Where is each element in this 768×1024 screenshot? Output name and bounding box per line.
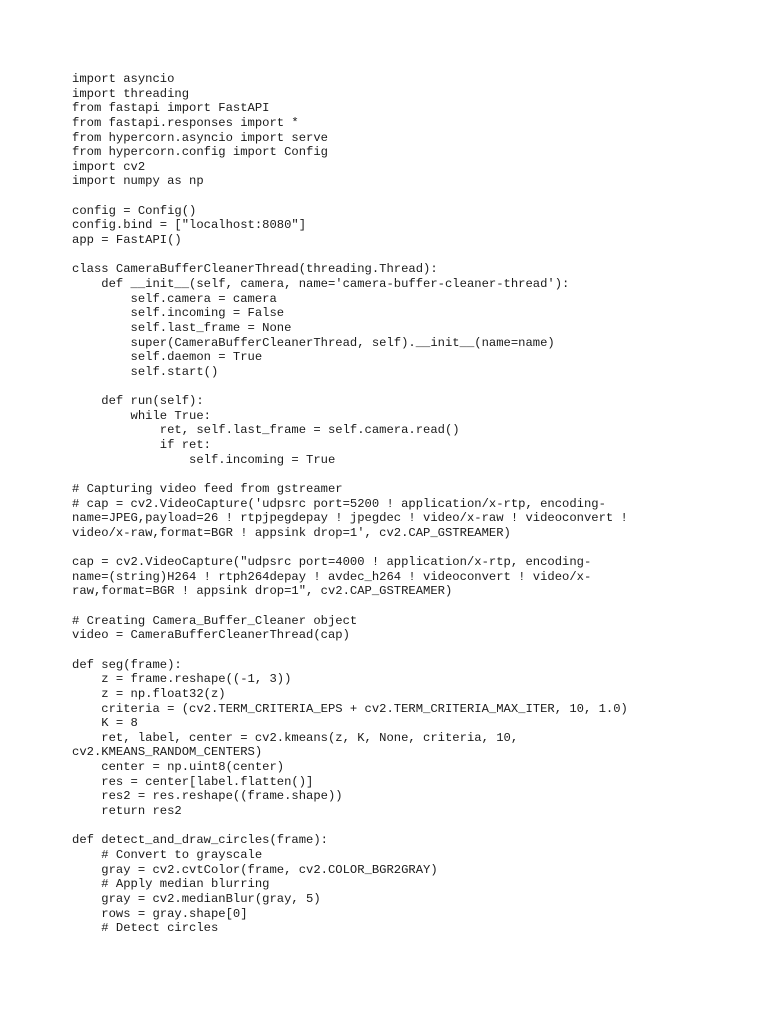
code-line: class CameraBufferCleanerThread(threading.Thread): — [72, 262, 438, 277]
code-line — [72, 248, 712, 263]
code-line: def detect_and_draw_circles(frame): — [72, 833, 328, 848]
code-line: cv2.KMEANS_RANDOM_CENTERS) — [72, 745, 263, 760]
code-line: from hypercorn.asyncio import serve — [72, 130, 328, 145]
code-line: import numpy as np — [72, 174, 204, 189]
code-line: raw,format=BGR ! appsink drop=1", cv2.CAP_GSTREAMER) — [72, 584, 453, 599]
code-line: from fastapi import FastAPI — [72, 101, 270, 116]
code-line: name=JPEG,payload=26 ! rtpjpegdepay ! jpegdec ! video/x-raw ! videoconvert ! — [72, 511, 628, 526]
code-line: res = center[label.flatten()] — [72, 774, 314, 789]
code-line: video/x-raw,format=BGR ! appsink drop=1', cv2.CAP_GSTREAMER) — [72, 525, 511, 540]
code-block — [72, 72, 712, 936]
code-line: self.daemon = True — [72, 350, 263, 365]
code-line: self.incoming = True — [72, 452, 336, 467]
code-line: super(CameraBufferCleanerThread, self).__init__(name=name) — [72, 335, 555, 350]
code-line: rows = gray.shape[0] — [72, 906, 248, 921]
code-line — [72, 189, 712, 204]
code-line: z = np.float32(z) — [72, 686, 226, 701]
code-line: video = CameraBufferCleanerThread(cap) — [72, 628, 350, 643]
code-line: z = frame.reshape((-1, 3)) — [72, 672, 292, 687]
code-line — [72, 541, 712, 556]
code-line: # Creating Camera_Buffer_Cleaner object — [72, 613, 358, 628]
code-line: if ret: — [72, 438, 211, 453]
code-line: ret, label, center = cv2.kmeans(z, K, None, criteria, 10, — [72, 730, 519, 745]
code-line: app = FastAPI() — [72, 233, 182, 248]
code-line: def run(self): — [72, 394, 204, 409]
code-line: # Apply median blurring — [72, 877, 270, 892]
code-line: cap = cv2.VideoCapture("udpsrc port=4000 ! application/x-rtp, encoding- — [72, 555, 592, 570]
code-line — [72, 599, 712, 614]
code-line — [72, 819, 712, 834]
code-line: import cv2 — [72, 159, 146, 174]
code-line: # Capturing video feed from gstreamer — [72, 481, 343, 496]
code-line: return res2 — [72, 804, 182, 819]
code-line: import asyncio — [72, 72, 175, 86]
code-line: # Convert to grayscale — [72, 847, 263, 862]
code-line: from fastapi.responses import * — [72, 115, 299, 130]
code-line: # Detect circles — [72, 921, 219, 936]
code-line: criteria = (cv2.TERM_CRITERIA_EPS + cv2.TERM_CRITERIA_MAX_ITER, 10, 1.0) — [72, 701, 628, 716]
code-line: K = 8 — [72, 716, 138, 731]
code-line: gray = cv2.medianBlur(gray, 5) — [72, 891, 321, 906]
code-line: while True: — [72, 408, 211, 423]
code-line: config = Config() — [72, 203, 197, 218]
code-line: config.bind = ["localhost:8080"] — [72, 218, 307, 233]
code-line: # cap = cv2.VideoCapture('udpsrc port=5200 ! application/x-rtp, encoding- — [72, 496, 606, 511]
code-line: self.start() — [72, 364, 219, 379]
code-line: name=(string)H264 ! rtph264depay ! avdec_h264 ! videoconvert ! video/x- — [72, 569, 592, 584]
code-line: def __init__(self, camera, name='camera-buffer-cleaner-thread'): — [72, 276, 570, 291]
code-line — [72, 643, 712, 658]
code-line: ret, self.last_frame = self.camera.read() — [72, 423, 460, 438]
code-line: self.last_frame = None — [72, 320, 292, 335]
code-line: self.incoming = False — [72, 306, 285, 321]
code-line: import threading — [72, 86, 190, 101]
code-line — [72, 379, 712, 394]
code-line: gray = cv2.cvtColor(frame, cv2.COLOR_BGR2GRAY) — [72, 862, 438, 877]
code-line: def seg(frame): — [72, 657, 182, 672]
code-line: center = np.uint8(center) — [72, 760, 285, 775]
code-line — [72, 467, 712, 482]
code-line: res2 = res.reshape((frame.shape)) — [72, 789, 343, 804]
code-line: self.camera = camera — [72, 291, 277, 306]
code-line: from hypercorn.config import Config — [72, 145, 328, 160]
